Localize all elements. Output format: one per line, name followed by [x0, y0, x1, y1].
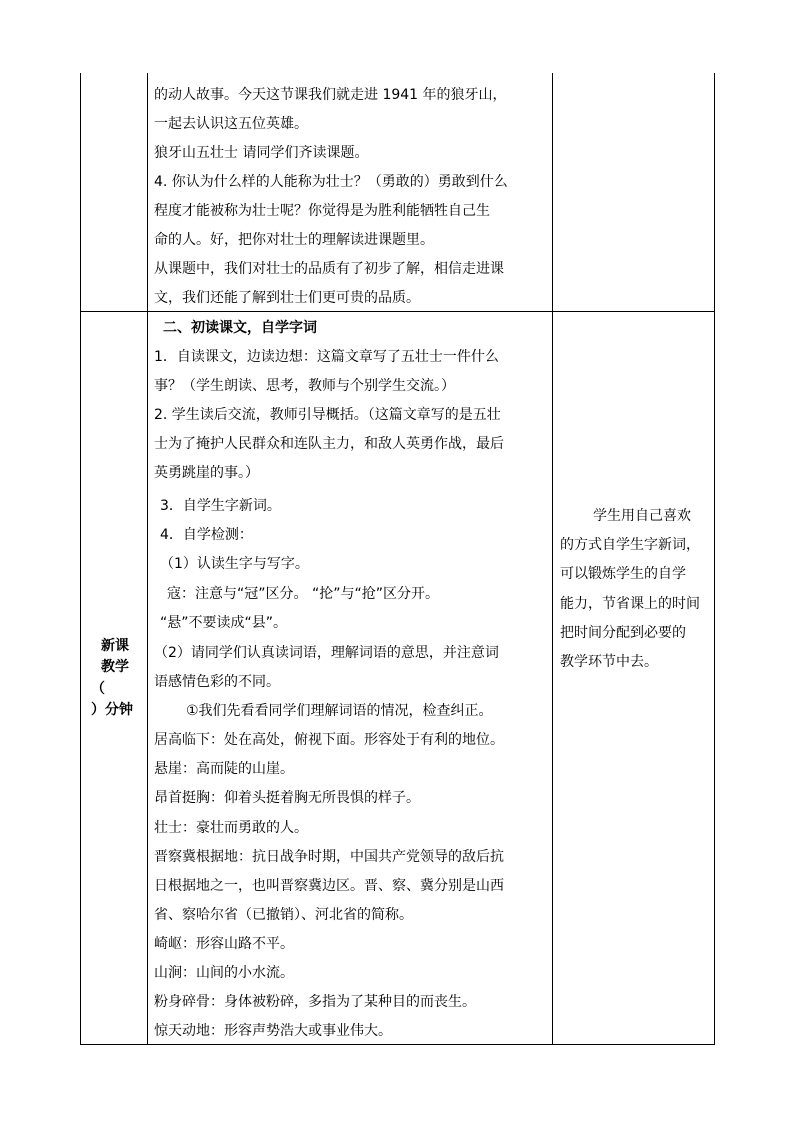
section-label-line1: 新课: [101, 638, 129, 654]
row2-line: 事？（学生朗读、思考，教师与个别学生交流。）: [154, 378, 455, 394]
row1-line: 文，我们还能了解到壮士们更可贵的品质。: [154, 290, 420, 306]
row2-line: 4．自学检测：: [160, 527, 253, 543]
row2-line: ①我们先看看同学们理解词语的情况，检查纠正。: [186, 703, 493, 719]
row2-line: “悬”不要读成“县”。: [160, 615, 288, 631]
row1-line: 程度才能被称为壮士呢？你觉得是为胜利能牺牲自己生: [154, 203, 490, 219]
row2-line: 惊天动地：形容声势浩大或事业伟大。: [154, 1023, 392, 1039]
row2-line: 粉身碎骨：身体被粉碎，多指为了某种目的而丧生。: [154, 994, 476, 1010]
row2-line: 3．自学生字新词。: [160, 498, 281, 514]
teaching-note-line: 把时间分配到必要的: [560, 625, 686, 641]
row1-line: 从课题中，我们对壮士的品质有了初步了解，相信走进课: [154, 261, 504, 277]
teaching-note-line: 学生用自己喜欢: [593, 508, 691, 524]
table-col2-divider: [552, 73, 553, 1045]
row1-line: 的动人故事。今天这节课我们就走进 1941 年的狼牙山，: [154, 87, 507, 103]
row2-line: 寇：注意与“冠”区分。 “抡”与“抢”区分开。: [167, 586, 439, 602]
row2-line: 日根据地之一，也叫晋察冀边区。晋、察、冀分别是山西: [154, 878, 504, 894]
row1-line: 狼牙山五壮士 请同学们齐读课题。: [154, 145, 369, 161]
row2-line: （1）认读生字与写字。: [160, 556, 309, 572]
teaching-note-line: 教学环节中去。: [560, 654, 658, 670]
row2-line: 2. 学生读后交流，教师引导概括。（这篇文章写的是五壮: [154, 407, 501, 423]
row2-line: 山涧：山间的小水流。: [154, 965, 294, 981]
row2-line: 居高临下：处在高处，俯视下面。形容处于有利的地位。: [154, 732, 504, 748]
section-label-line2: 教学: [101, 659, 129, 675]
row2-line: （2）请同学们认真读词语，理解词语的意思，并注意词: [154, 645, 499, 661]
row2-line: 省、察哈尔省（已撤销）、河北省的简称。: [154, 907, 413, 923]
row2-line: 昂首挺胸：仰着头挺着胸无所畏惧的样子。: [154, 790, 420, 806]
section-heading: 二、初读课文，自学字词: [163, 320, 317, 336]
teaching-note-line: 可以锻炼学生的自学: [560, 566, 686, 582]
section-label-line3: （: [91, 681, 105, 697]
row1-line: 一起去认识这五位英雄。: [154, 116, 308, 132]
row1-line: 4. 你认为什么样的人能称为壮士？（勇敢的）勇敢到什么: [154, 174, 508, 190]
table-col1-divider: [147, 73, 148, 1045]
row2-line: 语感情色彩的不同。: [154, 674, 280, 690]
row2-line: 悬崖：高而陡的山崖。: [154, 761, 294, 777]
row2-line: 士为了掩护人民群众和连队主力，和敌人英勇作战，最后: [154, 436, 504, 452]
row2-line: 晋察冀根据地：抗日战争时期，中国共产党领导的敌后抗: [154, 849, 504, 865]
teaching-note-line: 的方式自学生字新词，: [560, 537, 700, 553]
section-label-line4: ）分钟: [91, 702, 133, 718]
row2-line: 1．自读课文，边读边想：这篇文章写了五壮士一件什么: [154, 349, 499, 365]
table-bottom-border: [80, 1044, 715, 1045]
row1-line: 命的人。好，把你对壮士的理解读进课题里。: [154, 232, 434, 248]
row2-line: 壮士：豪壮而勇敢的人。: [154, 820, 308, 836]
row2-line: 崎岖：形容山路不平。: [154, 936, 294, 952]
table-row-divider: [80, 311, 715, 312]
row2-line: 英勇跳崖的事。）: [154, 465, 259, 481]
teaching-note-line: 能力，节省课上的时间: [560, 596, 700, 612]
table-left-border: [80, 73, 81, 1045]
table-right-border: [714, 73, 715, 1045]
